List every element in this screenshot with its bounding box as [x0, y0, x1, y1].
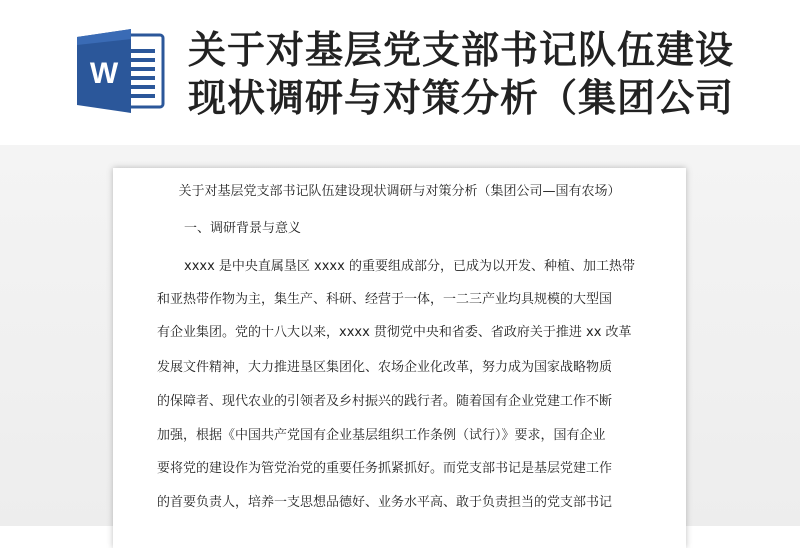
body-line: xxxx 是中央直属垦区 xxxx 的重要组成部分，已成为以开发、种植、加工热带 [184, 259, 635, 274]
word-letter: W [89, 57, 119, 90]
body-line: 和亚热带作物为主，集生产、科研、经营于一体，一二三产业均具规模的大型国 [157, 292, 613, 307]
body-line: 加强，根据《中国共产党国有企业基层组织工作条例（试行）》要求，国有企业 [157, 428, 606, 443]
body-line: 要将党的建设作为管党治党的重要任务抓紧抓好。而党支部书记是基层党建工作 [157, 461, 613, 476]
word-document-icon [75, 27, 167, 115]
document-page [113, 168, 686, 548]
cover-title [188, 26, 788, 122]
body-line: 发展文件精神，大力推进垦区集团化、农场企业化改革，努力成为国家战略物质 [157, 360, 613, 375]
cover-header [0, 0, 800, 150]
body-line: 的保障者、现代农业的引领者及乡村振兴的践行者。随着国有企业党建工作不断 [157, 394, 613, 409]
section-heading: 一、调研背景与意义 [184, 221, 302, 236]
document-title: 关于对基层党支部书记队伍建设现状调研与对策分析（集团公司—国有农场） [178, 184, 621, 199]
body-line: 的首要负责人，培养一支思想品德好、业务水平高、敢于负责担当的党支部书记 [157, 495, 613, 510]
cover-title-line-1: 关于对基层党支部书记队伍建设 [188, 28, 735, 72]
body-line: 有企业集团。党的十八大以来，xxxx 贯彻党中央和省委、省政府关于推进 xx 改革 [157, 325, 632, 340]
cover-title-line-2: 现状调研与对策分析（集团公司 [188, 76, 735, 120]
